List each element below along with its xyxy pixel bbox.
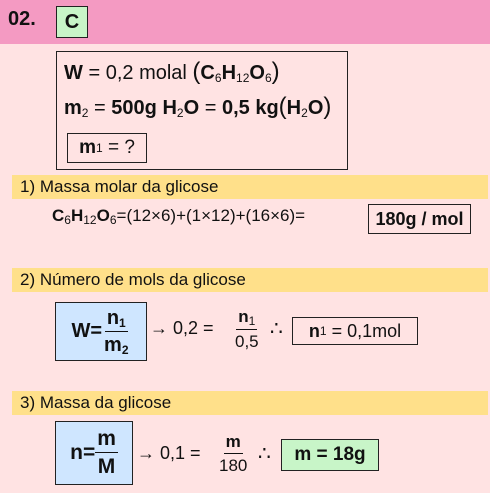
unknown-m1-box: m 1 = ? [67, 133, 147, 163]
step3-title: 3) Massa da glicose [12, 391, 488, 415]
question-number: 02. [8, 8, 36, 30]
given-w-line: W = 0,2 molal $(C_6H_{12}O_6)$ [64, 58, 280, 85]
step2-title: 2) Número de mols da glicose [12, 268, 488, 292]
step3-result-box: m = 18g [281, 439, 379, 471]
given-m2-line: $m_2 = 500g$ $H_2O = 0,5$ $kg(H_2O)$ [64, 93, 332, 120]
step3-substituted-fraction: $\frac{m}{180}$ [219, 432, 248, 475]
step1-title: 1) Massa molar da glicose [12, 175, 488, 199]
step2-substituted-fraction: $\frac{n_1}{0,5}$ [235, 307, 259, 351]
step3-formula-box: n = $\frac{m}{M}$ [55, 421, 133, 485]
step2-therefore: ∴ [270, 318, 283, 340]
step1-result-box: 180g / mol [368, 204, 471, 234]
step2-arrow-expression: → 0,2 = [150, 318, 214, 338]
step2-fraction: $\frac{n_1}{m_2}$ [104, 306, 129, 357]
step1-expression: $C_6H_{12}O_6=(12\times 6)+(1\times 12)+(16\times 6)=$ [52, 206, 306, 227]
step3-fraction: $\frac{m}{M}$ [97, 427, 116, 478]
step3-therefore: ∴ [258, 443, 271, 465]
step3-arrow-expression: → 0,1 = [137, 443, 201, 463]
step2-formula-box: W = $\frac{n_1}{m_2}$ [55, 302, 147, 361]
answer-box: C [56, 6, 88, 38]
step2-result-box: n 1 = 0,1mol [292, 317, 418, 345]
